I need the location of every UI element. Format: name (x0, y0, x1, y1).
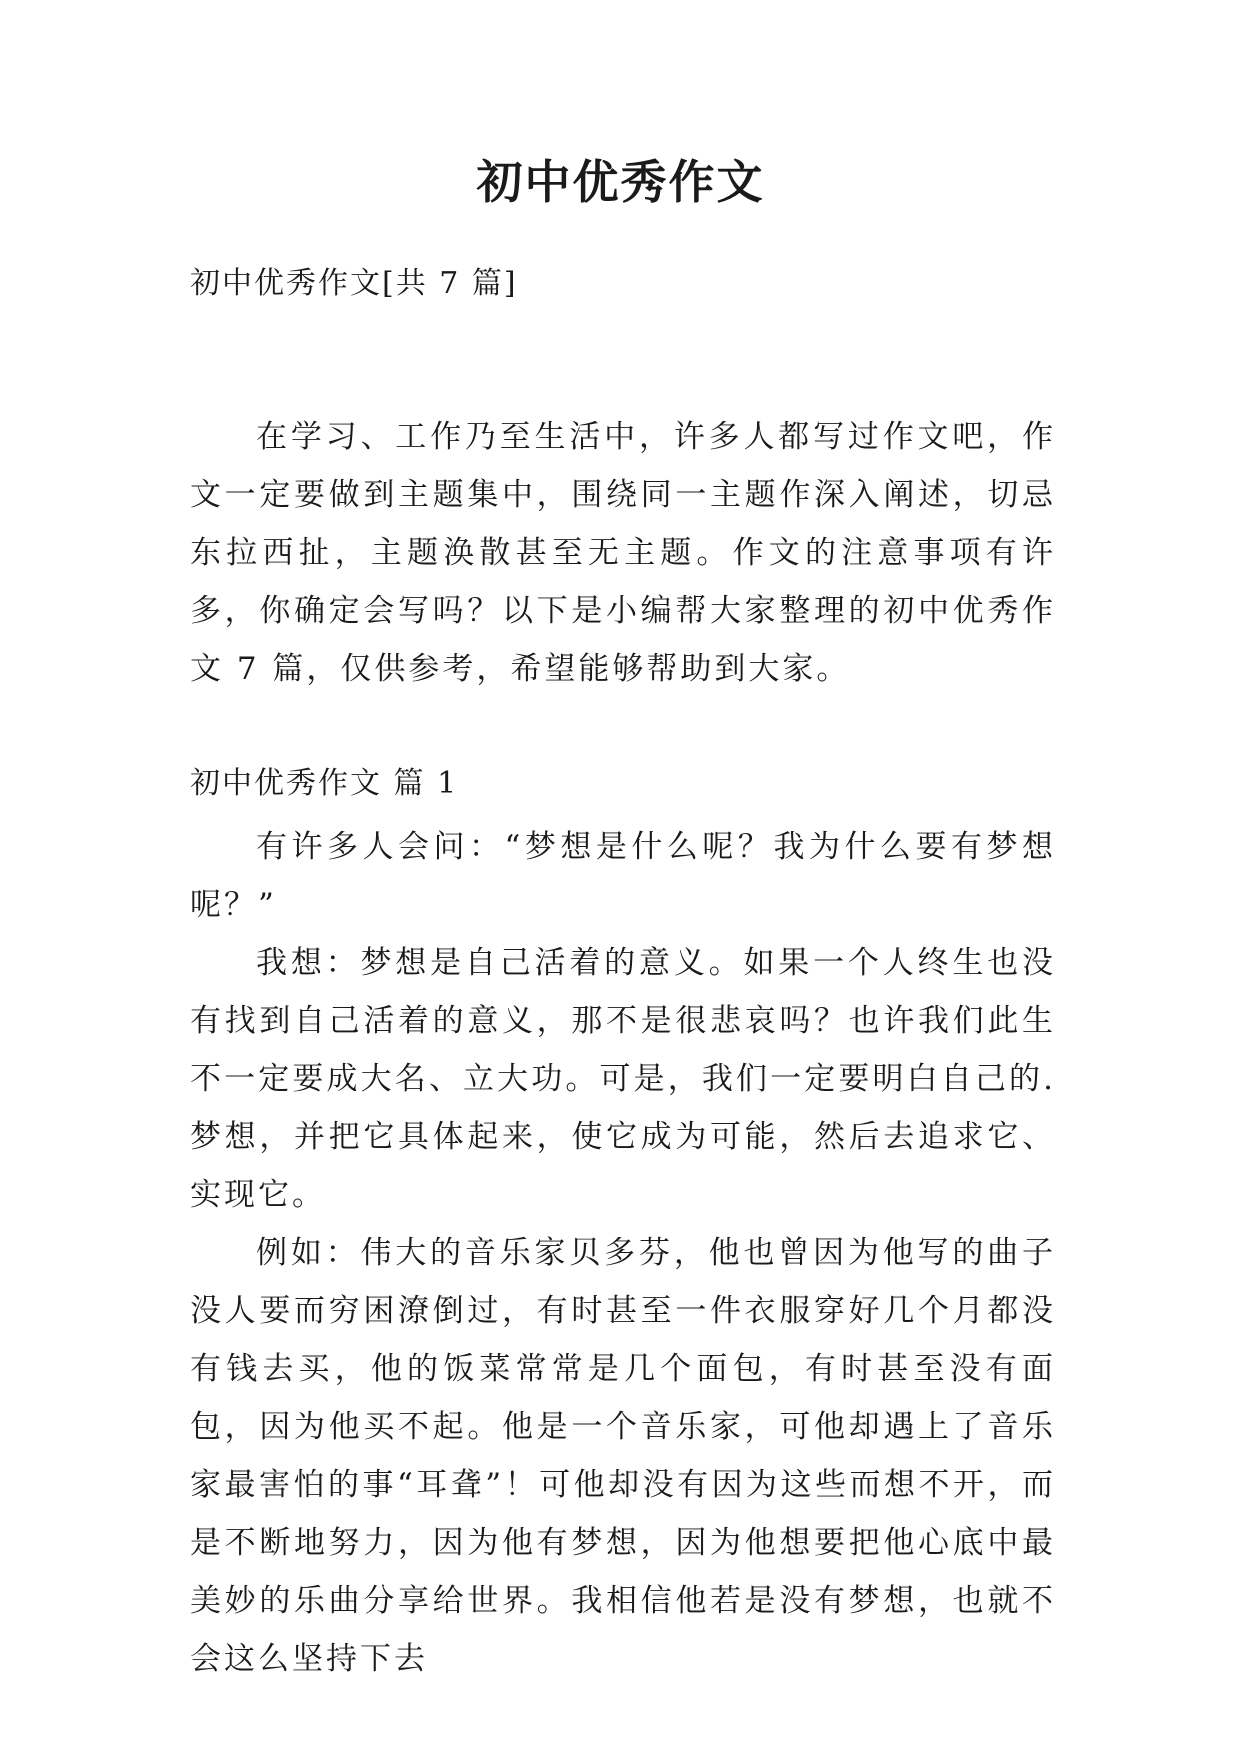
section-heading: 初中优秀作文 篇 1 (190, 766, 459, 801)
body-paragraph: 我想：梦想是自己活着的意义。如果一个人终生也没有找到自己活着的意义，那不是很悲哀吗？也许我们此生不一定要成大名、立大功。可是，我们一定要明白自己的.梦想，并把它具体起来，使它成为可能，然后去追求它、实现它。 (190, 945, 1056, 1213)
body-paragraph: 例如：伟大的音乐家贝多芬，他也曾因为他写的曲子没人要而穷困潦倒过，有时甚至一件衣服穿好几个月都没有钱去买，他的饭菜常常是几个面包，有时甚至没有面包，因为他买不起。他是一个音乐家，可他却遇上了音乐家最害怕的事“耳聋”！可他却没有因为这些而想不开，而是不断地努力，因为他有梦想，因为他想要把他心底中最美妙的乐曲分享给世界。我相信他若是没有梦想，也就不会这么坚持下去 (190, 1235, 1056, 1677)
intro-paragraph: 在学习、工作乃至生活中，许多人都写过作文吧，作文一定要做到主题集中，围绕同一主题作深入阐述，切忌东拉西扯，主题涣散甚至无主题。作文的注意事项有许多，你确定会写吗？以下是小编帮大家整理的初中优秀作文 7 篇，仅供参考，希望能够帮助到大家。 (190, 419, 1056, 687)
document-title: 初中优秀作文 (476, 155, 765, 209)
document-subtitle: 初中优秀作文[共 7 篇] (190, 266, 518, 301)
body-paragraph: 有许多人会问：“梦想是什么呢？我为什么要有梦想呢？” (190, 829, 1056, 923)
section-body (190, 818, 1056, 1688)
